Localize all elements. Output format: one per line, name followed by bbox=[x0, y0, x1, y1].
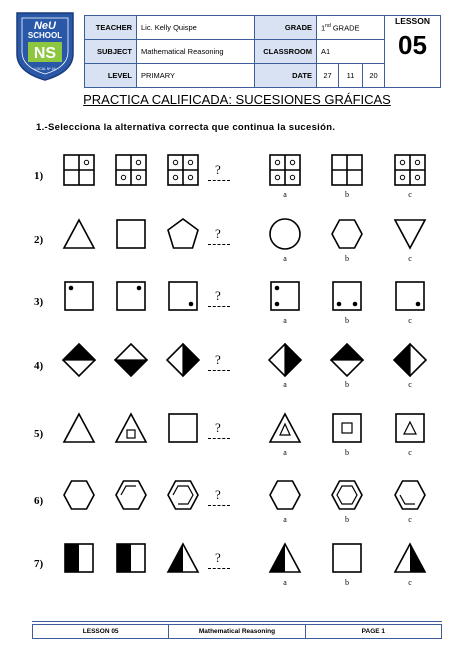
answer-blank bbox=[208, 370, 230, 371]
grade-label: GRADE bbox=[255, 16, 317, 40]
grade-value bbox=[317, 16, 385, 40]
option-letter[interactable]: c bbox=[408, 578, 412, 587]
exercise-7 bbox=[0, 536, 474, 596]
sequence-shape-triangle bbox=[62, 411, 96, 445]
exercise-5 bbox=[0, 406, 474, 466]
option-a-shape[interactable] bbox=[268, 279, 302, 313]
teacher-value: Lic. Kelly Quispe bbox=[137, 16, 255, 40]
lesson-number: 05 bbox=[398, 30, 427, 60]
answer-blank bbox=[208, 306, 230, 307]
sequence-shape-triangle-with-square bbox=[114, 411, 148, 445]
question-mark: ? bbox=[215, 162, 221, 177]
option-b-shape[interactable] bbox=[330, 411, 364, 445]
question-mark: ? bbox=[215, 487, 221, 502]
date-label: DATE bbox=[255, 64, 317, 88]
option-b-shape[interactable] bbox=[330, 279, 364, 313]
exercise-4 bbox=[0, 338, 474, 398]
option-letter[interactable]: a bbox=[283, 190, 287, 199]
logo-small: LOCAL Nº 16 bbox=[34, 67, 56, 71]
teacher-label: TEACHER bbox=[85, 16, 137, 40]
exercise-number: 1) bbox=[34, 170, 44, 182]
option-letter[interactable]: a bbox=[283, 578, 287, 587]
footer-rule bbox=[32, 621, 442, 622]
option-letter[interactable]: c bbox=[408, 448, 412, 457]
level-value: PRIMARY bbox=[137, 64, 255, 88]
grade-suffix: nd bbox=[325, 22, 331, 29]
question-mark: ? bbox=[215, 352, 221, 367]
sequence-shape-triangle-left-filled bbox=[166, 541, 200, 575]
logo-initials: NS bbox=[33, 45, 57, 62]
school-logo bbox=[14, 10, 76, 82]
option-a-shape[interactable] bbox=[268, 217, 302, 251]
sequence-shape-square-left-filled bbox=[114, 541, 148, 575]
option-letter[interactable]: a bbox=[283, 380, 287, 389]
footer-lesson: LESSON 05 bbox=[33, 625, 169, 639]
sequence-shape-square-dot-tl bbox=[62, 279, 96, 313]
answer-blank bbox=[208, 244, 230, 245]
subject-value: Mathematical Reasoning bbox=[137, 40, 255, 64]
option-letter[interactable]: a bbox=[283, 515, 287, 524]
grade-number: 1 bbox=[321, 23, 326, 33]
subject-label: SUBJECT bbox=[85, 40, 137, 64]
option-b-shape[interactable] bbox=[330, 153, 364, 187]
sequence-shape-hexagon-inner bbox=[166, 478, 200, 512]
footer-table bbox=[32, 624, 442, 639]
option-a-shape[interactable] bbox=[268, 411, 302, 445]
footer-subject: Mathematical Reasoning bbox=[169, 625, 305, 639]
question-mark: ? bbox=[215, 550, 221, 565]
exercise-number: 4) bbox=[34, 360, 44, 372]
logo-line2: SCHOOL bbox=[27, 31, 63, 40]
sequence-shape-square-dot-tr bbox=[114, 279, 148, 313]
option-a-shape[interactable] bbox=[268, 153, 302, 187]
exercise-number: 6) bbox=[34, 495, 44, 507]
option-letter[interactable]: a bbox=[283, 448, 287, 457]
sequence-shape-square-dot-br bbox=[166, 279, 200, 313]
answer-blank bbox=[208, 180, 230, 181]
option-letter[interactable]: b bbox=[345, 448, 349, 457]
option-c-shape[interactable] bbox=[393, 217, 427, 251]
exercise-number: 5) bbox=[34, 428, 44, 440]
question-mark: ? bbox=[215, 288, 221, 303]
sequence-shape-diamond-right-filled bbox=[166, 343, 200, 377]
exercise-6 bbox=[0, 473, 474, 533]
instruction: 1.-Selecciona la alternativa correcta que continua la sucesión. bbox=[36, 122, 336, 133]
option-letter[interactable]: c bbox=[408, 190, 412, 199]
sequence-shape-hexagon bbox=[62, 478, 96, 512]
date-month: 11 bbox=[339, 64, 363, 88]
option-c-shape[interactable] bbox=[393, 411, 427, 445]
option-b-shape[interactable] bbox=[330, 541, 364, 575]
exercise-1 bbox=[0, 148, 474, 208]
option-letter[interactable]: c bbox=[408, 515, 412, 524]
option-letter[interactable]: b bbox=[345, 380, 349, 389]
sequence-shape-grid-1-dot bbox=[62, 153, 96, 187]
option-a-shape[interactable] bbox=[268, 478, 302, 512]
classroom-value: A1 bbox=[317, 40, 385, 64]
option-letter[interactable]: b bbox=[345, 190, 349, 199]
option-letter[interactable]: b bbox=[345, 578, 349, 587]
footer-page: PAGE 1 bbox=[305, 625, 441, 639]
option-b-shape[interactable] bbox=[330, 343, 364, 377]
sequence-shape-triangle bbox=[62, 217, 96, 251]
answer-blank bbox=[208, 505, 230, 506]
sequence-shape-diamond-top-filled bbox=[62, 343, 96, 377]
option-letter[interactable]: c bbox=[408, 316, 412, 325]
option-c-shape[interactable] bbox=[393, 541, 427, 575]
answer-blank bbox=[208, 568, 230, 569]
question-mark: ? bbox=[215, 420, 221, 435]
sequence-shape-square bbox=[166, 411, 200, 445]
date-day: 27 bbox=[317, 64, 339, 88]
option-letter[interactable]: c bbox=[408, 254, 412, 263]
logo-line1: NeU bbox=[33, 20, 57, 32]
option-letter[interactable]: b bbox=[345, 316, 349, 325]
lesson-label: LESSON bbox=[395, 16, 430, 26]
option-letter[interactable]: b bbox=[345, 254, 349, 263]
exercise-number: 7) bbox=[34, 558, 44, 570]
answer-blank bbox=[208, 438, 230, 439]
sequence-shape-grid-4-dots-bl bbox=[166, 153, 200, 187]
option-a-shape[interactable] bbox=[268, 541, 302, 575]
option-letter[interactable]: b bbox=[345, 515, 349, 524]
option-b-shape[interactable] bbox=[330, 478, 364, 512]
sequence-shape-square-left-filled bbox=[62, 541, 96, 575]
option-letter[interactable]: a bbox=[283, 254, 287, 263]
option-c-shape[interactable] bbox=[393, 478, 427, 512]
sequence-shape-diamond-bottom-filled bbox=[114, 343, 148, 377]
sequence-shape-hexagon-partial-inner bbox=[114, 478, 148, 512]
sequence-shape-grid-3-dots bbox=[114, 153, 148, 187]
exercise-number: 2) bbox=[34, 234, 44, 246]
option-letter[interactable]: a bbox=[283, 316, 287, 325]
header-table bbox=[84, 15, 441, 88]
classroom-label: CLASSROOM bbox=[255, 40, 317, 64]
date-year: 20 bbox=[363, 64, 385, 88]
exercise-2 bbox=[0, 212, 474, 272]
exercise-number: 3) bbox=[34, 296, 44, 308]
option-letter[interactable]: c bbox=[408, 380, 412, 389]
option-c-shape[interactable] bbox=[393, 153, 427, 187]
sequence-shape-square bbox=[114, 217, 148, 251]
grade-word: GRADE bbox=[330, 23, 360, 33]
page-title: PRACTICA CALIFICADA: SUCESIONES GRÁFICAS bbox=[83, 92, 391, 107]
option-c-shape[interactable] bbox=[393, 279, 427, 313]
option-a-shape[interactable] bbox=[268, 343, 302, 377]
level-label: LEVEL bbox=[85, 64, 137, 88]
lesson-box bbox=[385, 16, 441, 88]
sequence-shape-pentagon bbox=[166, 217, 200, 251]
option-c-shape[interactable] bbox=[393, 343, 427, 377]
question-mark: ? bbox=[215, 226, 221, 241]
option-b-shape[interactable] bbox=[330, 217, 364, 251]
exercise-3 bbox=[0, 274, 474, 334]
